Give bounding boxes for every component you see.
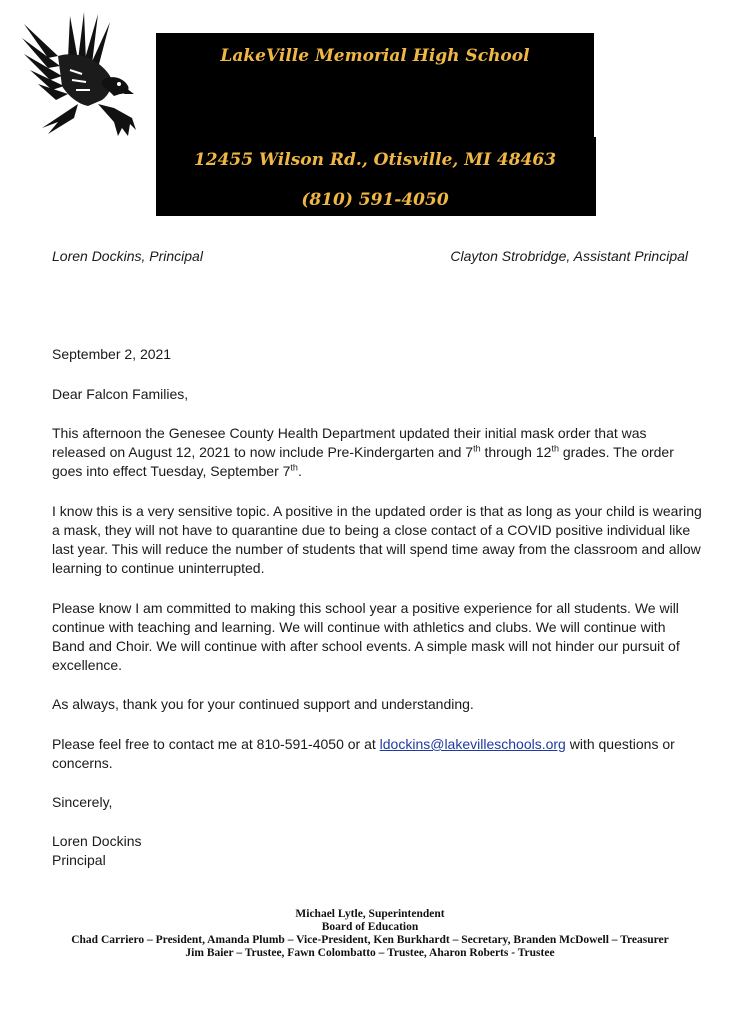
principal-name: Loren Dockins, Principal <box>52 248 203 264</box>
board-members-line-2: Jim Baier – Trustee, Fawn Colombatto – Trustee, Aharon Roberts - Trustee <box>185 947 555 959</box>
board-members-line-1: Chad Carriero – President, Amanda Plumb – Vice-President, Ken Burkhardt – Secretary, Branden McDowell – Treasurer <box>71 934 669 946</box>
board-of-education-footer <box>40 908 700 960</box>
letter-paragraph-thanks: As always, thank you for your continued support and understanding. <box>52 696 474 712</box>
assistant-principal-name: Clayton Strobridge, Assistant Principal <box>450 248 688 264</box>
letter-paragraph-quarantine: I know this is a very sensitive topic. A positive in the updated order is that as long as your child is wearing a mask, they will not have to quarantine due to being a close contact of a COVID positive individual like last year. This will reduce the number of students that will spend time away from the classroom and allow learning to continue uninterrupted. <box>52 503 702 576</box>
signer-name: Loren Dockins <box>52 833 142 849</box>
signer-title: Principal <box>52 852 106 868</box>
letter-paragraph-commitment: Please know I am committed to making this school year a positive experience for all students. We will continue with teaching and learning. We will continue with athletics and clubs. We will continue with Band and Choir. We will continue with after school events. A simple mask will not hinder our pursuit of excellence. <box>52 600 680 673</box>
falcon-mascot-icon <box>18 10 140 136</box>
school-name: LakeVille Memorial High School <box>220 46 530 66</box>
letter-closing: Sincerely, <box>52 794 113 810</box>
letter-paragraph-mask-order: This afternoon the Genesee County Health Department updated their initial mask order that was released on August 12, 2021 to now include Pre-Kindergarten and 7th through 12th grades. The order goes into effect Tuesday, September 7th. <box>52 425 674 479</box>
school-phone: (810) 591-4050 <box>301 190 449 210</box>
principal-email-link[interactable]: ldockins@lakevilleschools.org <box>379 736 566 752</box>
letter-date: September 2, 2021 <box>52 346 172 362</box>
letter-greeting: Dear Falcon Families, <box>52 386 189 402</box>
superintendent-line: Michael Lytle, Superintendent <box>295 908 445 920</box>
school-address: 12455 Wilson Rd., Otisville, MI 48463 <box>193 150 557 170</box>
board-title: Board of Education <box>321 921 419 933</box>
letter-paragraph-contact: Please feel free to contact me at 810-591-4050 or at ldockins@lakevilleschools.org with questions or concerns. <box>52 736 675 771</box>
